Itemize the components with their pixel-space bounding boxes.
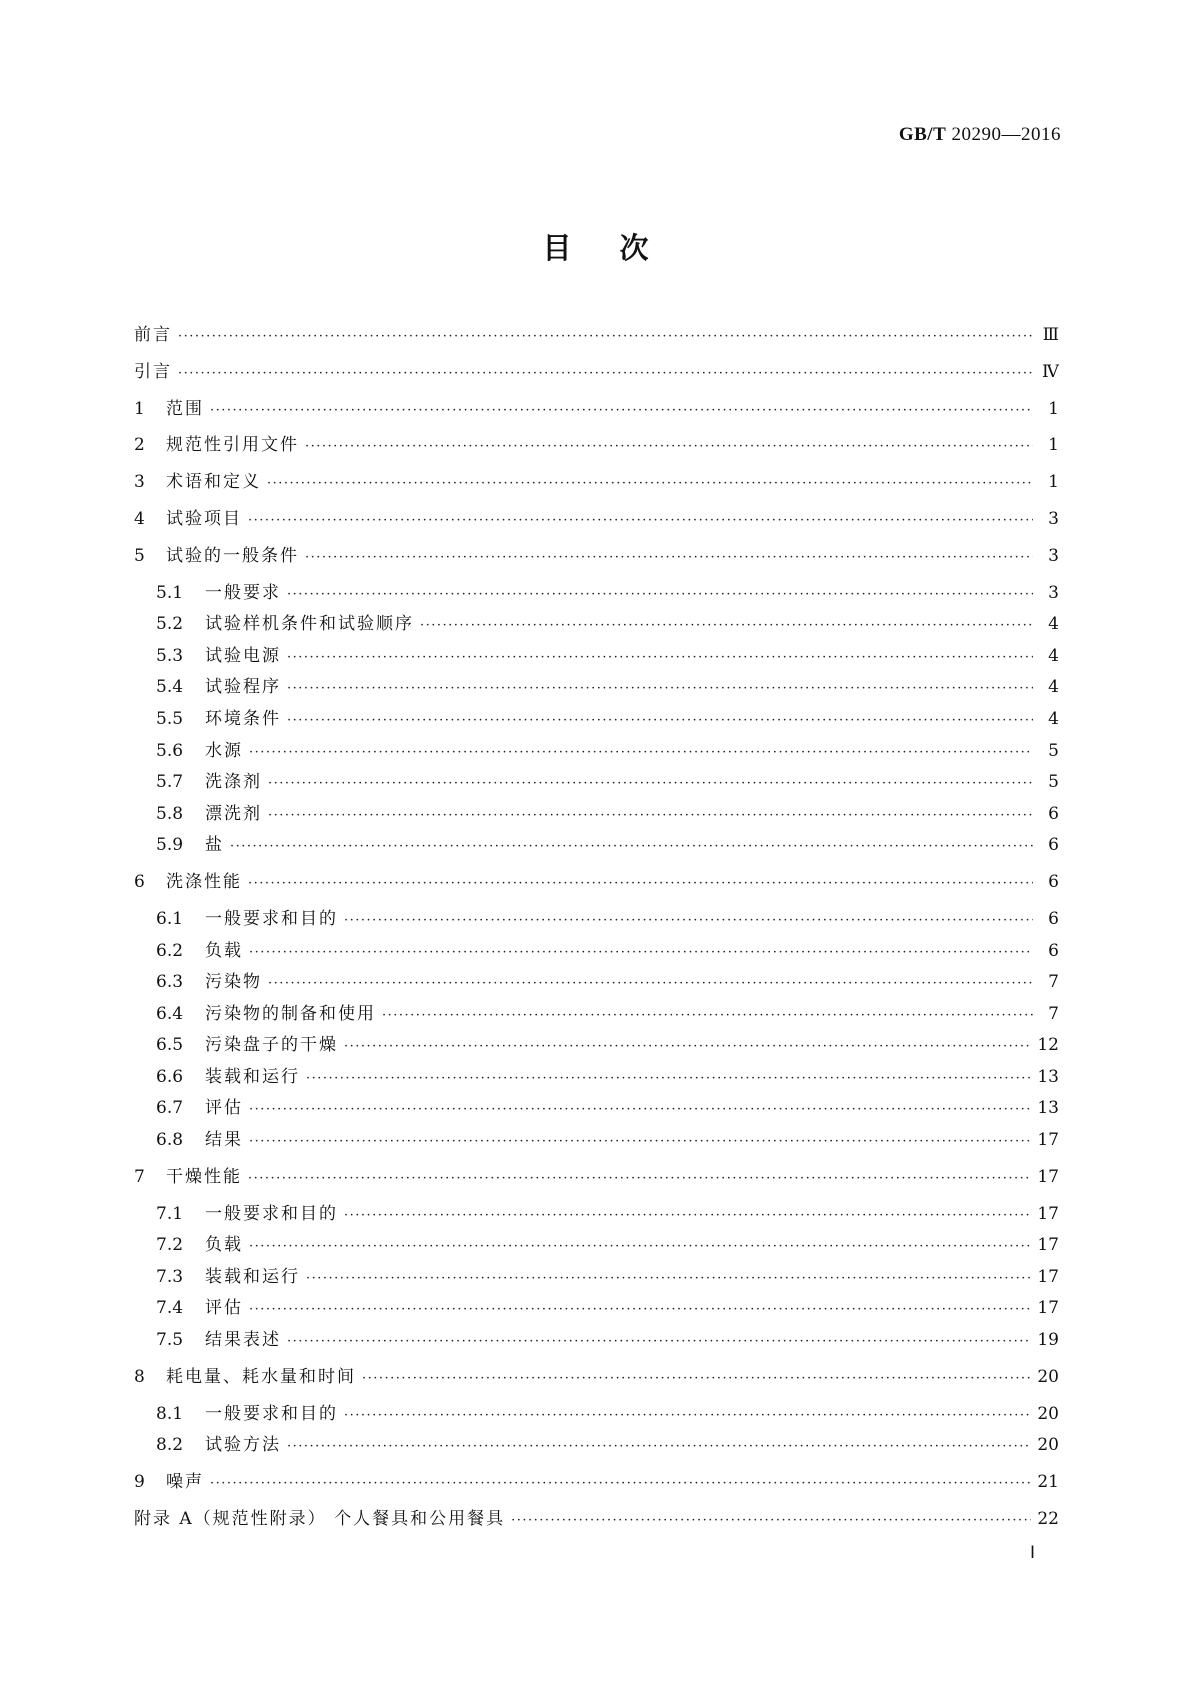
- toc-entry-title: 试验的一般条件: [166, 545, 299, 566]
- toc-entry-page: 12: [1037, 1035, 1059, 1056]
- toc-entry-page: 4: [1048, 677, 1059, 698]
- toc-entry-title: 结果: [205, 1130, 243, 1151]
- toc-entry[interactable]: [134, 613, 1059, 645]
- toc-entry[interactable]: [134, 324, 1059, 361]
- toc-entry-page: 17: [1037, 1203, 1059, 1224]
- toc-dot-leader: [287, 678, 1033, 700]
- standard-number: 20290—2016: [951, 124, 1061, 145]
- toc-entry-page: Ⅲ: [1042, 325, 1059, 345]
- toc-dot-leader: [249, 1131, 1031, 1153]
- toc-dot-leader: [248, 873, 1033, 895]
- toc-entry[interactable]: [134, 582, 1059, 614]
- toc-entry-page: 19: [1037, 1330, 1059, 1351]
- toc-entry[interactable]: [134, 398, 1059, 435]
- toc-entry[interactable]: [134, 940, 1059, 972]
- toc-entry[interactable]: [134, 871, 1059, 908]
- toc-entry-page: 5: [1048, 772, 1059, 793]
- toc-entry[interactable]: [134, 1297, 1059, 1329]
- toc-entry-page: 17: [1037, 1130, 1059, 1151]
- toc-entry[interactable]: [134, 1403, 1059, 1435]
- toc-dot-leader: [210, 400, 1033, 422]
- toc-entry[interactable]: [134, 1434, 1059, 1471]
- toc-dot-leader: [362, 1368, 1031, 1390]
- toc-entry-page: 6: [1048, 908, 1059, 929]
- toc-dot-leader: [178, 326, 1033, 348]
- toc-entry-title: 污染盘子的干燥: [205, 1035, 338, 1056]
- toc-entry-number: 5.6: [156, 740, 184, 761]
- toc-dot-leader: [306, 1068, 1031, 1090]
- toc-dot-leader: [287, 1436, 1031, 1458]
- toc-entry-number: 5.5: [156, 708, 184, 729]
- toc-entry-page: 4: [1048, 645, 1059, 666]
- toc-entry[interactable]: [134, 545, 1059, 582]
- toc-entry[interactable]: [134, 1066, 1059, 1098]
- toc-entry-number: 5.7: [156, 772, 184, 793]
- toc-entry[interactable]: [134, 676, 1059, 708]
- toc-entry-number: 7.3: [156, 1266, 184, 1287]
- toc-entry[interactable]: [134, 508, 1059, 545]
- toc-entry-title: 术语和定义: [166, 472, 261, 493]
- toc-dot-leader: [268, 805, 1033, 827]
- toc-entry[interactable]: [134, 971, 1059, 1003]
- toc-dot-leader: [268, 773, 1033, 795]
- toc-entry-title: 漂洗剂: [205, 803, 262, 824]
- toc-entry-title: 装载和运行: [205, 1266, 300, 1287]
- toc-entry-number: 6.3: [156, 972, 184, 993]
- toc-entry-title: 污染物的制备和使用: [205, 1003, 376, 1024]
- toc-entry-title: 试验电源: [205, 645, 281, 666]
- toc-entry-page: 7: [1048, 1003, 1059, 1024]
- toc-dot-leader: [249, 742, 1033, 764]
- toc-entry-number: 2: [134, 435, 145, 456]
- toc-entry[interactable]: [134, 1003, 1059, 1035]
- toc-entry-page: 5: [1048, 740, 1059, 761]
- toc-entry-page: 20: [1037, 1403, 1059, 1424]
- toc-entry-number: 7.2: [156, 1235, 184, 1256]
- toc-entry-number: 5: [134, 545, 145, 566]
- table-of-contents: [134, 324, 1059, 1545]
- toc-entry[interactable]: [134, 771, 1059, 803]
- toc-entry-title: 负载: [205, 1235, 243, 1256]
- standard-code: [899, 124, 1061, 146]
- toc-dot-leader: [287, 647, 1033, 669]
- toc-dot-leader: [287, 710, 1033, 732]
- toc-entry-title: 试验程序: [205, 677, 281, 698]
- toc-entry-page: 3: [1048, 582, 1059, 603]
- toc-entry-title: 引言: [134, 361, 172, 382]
- toc-entry-title: 评估: [205, 1298, 243, 1319]
- toc-dot-leader: [268, 973, 1033, 995]
- toc-entry-title: 装载和运行: [205, 1066, 300, 1087]
- toc-entry-number: 5.3: [156, 645, 184, 666]
- toc-entry-page: 17: [1037, 1298, 1059, 1319]
- toc-entry-number: 6.1: [156, 908, 184, 929]
- toc-entry-title: 一般要求: [205, 582, 281, 603]
- toc-entry-page: 17: [1037, 1235, 1059, 1256]
- toc-entry-page: 20: [1037, 1366, 1059, 1387]
- toc-entry[interactable]: [134, 834, 1059, 871]
- toc-entry[interactable]: [134, 1203, 1059, 1235]
- toc-entry-number: 1: [134, 398, 145, 419]
- toc-entry-number: 6.6: [156, 1066, 184, 1087]
- toc-entry-title: 负载: [205, 940, 243, 961]
- toc-entry[interactable]: [134, 803, 1059, 835]
- toc-dot-leader: [267, 473, 1033, 495]
- toc-dot-leader: [511, 1510, 1031, 1532]
- toc-dot-leader: [287, 584, 1033, 606]
- toc-dot-leader: [344, 1205, 1031, 1227]
- toc-entry[interactable]: [134, 1166, 1059, 1203]
- toc-entry-number: 7.5: [156, 1330, 184, 1351]
- toc-entry[interactable]: [134, 434, 1059, 471]
- toc-entry-page: 3: [1048, 508, 1059, 529]
- toc-dot-leader: [382, 1005, 1033, 1027]
- toc-dot-leader: [178, 363, 1033, 385]
- toc-entry-number: 6.5: [156, 1035, 184, 1056]
- toc-entry-title: 范围: [166, 398, 204, 419]
- toc-entry-page: 13: [1037, 1098, 1059, 1119]
- toc-dot-leader: [287, 1331, 1031, 1353]
- toc-dot-leader: [249, 1099, 1031, 1121]
- toc-entry-title: 噪声: [166, 1472, 204, 1493]
- toc-entry-number: 5.9: [156, 835, 184, 856]
- toc-entry[interactable]: [134, 361, 1059, 398]
- toc-entry-number: 6.7: [156, 1098, 184, 1119]
- toc-entry[interactable]: [134, 1097, 1059, 1129]
- toc-entry-title: 污染物: [205, 972, 262, 993]
- toc-dot-leader: [344, 1036, 1031, 1058]
- toc-entry-title: 结果表述: [205, 1330, 281, 1351]
- toc-entry-number: 7.1: [156, 1203, 184, 1224]
- toc-title: 目次: [542, 231, 697, 265]
- toc-entry-page: 20: [1037, 1435, 1059, 1456]
- toc-dot-leader: [344, 910, 1033, 932]
- toc-entry[interactable]: [134, 1471, 1059, 1508]
- toc-entry[interactable]: [134, 1508, 1059, 1545]
- toc-entry-page: Ⅳ: [1042, 361, 1059, 382]
- toc-entry-number: 5.1: [156, 582, 184, 603]
- toc-entry-title: 一般要求和目的: [205, 908, 338, 929]
- toc-entry[interactable]: [134, 708, 1059, 740]
- toc-entry-title: 试验样机条件和试验顺序: [205, 614, 414, 635]
- toc-entry-number: 9: [134, 1472, 145, 1493]
- toc-entry-title: 前言: [134, 325, 172, 345]
- toc-entry-title: 干燥性能: [166, 1166, 242, 1187]
- toc-entry-number: 7.4: [156, 1298, 184, 1319]
- toc-dot-leader: [344, 1405, 1031, 1427]
- toc-dot-leader: [249, 942, 1033, 964]
- toc-entry-number: 6.4: [156, 1003, 184, 1024]
- toc-entry-page: 13: [1037, 1066, 1059, 1087]
- toc-entry[interactable]: [134, 471, 1059, 508]
- toc-entry-title: 试验项目: [166, 508, 242, 529]
- toc-entry-page: 4: [1048, 614, 1059, 635]
- toc-entry-page: 1: [1048, 472, 1059, 493]
- toc-entry-page: 1: [1048, 398, 1059, 419]
- toc-entry-page: 6: [1048, 872, 1059, 893]
- toc-entry[interactable]: [134, 908, 1059, 940]
- toc-dot-leader: [420, 615, 1033, 637]
- standard-prefix: GB/T: [898, 124, 947, 145]
- toc-entry-number: 6.8: [156, 1130, 184, 1151]
- toc-entry[interactable]: [134, 1234, 1059, 1266]
- toc-entry-page: 17: [1037, 1166, 1059, 1187]
- toc-dot-leader: [305, 547, 1033, 569]
- toc-entry[interactable]: [134, 1034, 1059, 1066]
- toc-entry-title: 规范性引用文件: [166, 435, 299, 456]
- toc-entry-number: 5.2: [156, 614, 184, 635]
- toc-entry-number: 3: [134, 472, 145, 493]
- toc-dot-leader: [305, 436, 1033, 458]
- toc-entry[interactable]: [134, 1366, 1059, 1403]
- toc-entry-title: 耗电量、耗水量和时间: [166, 1366, 356, 1387]
- toc-entry-page: 22: [1037, 1508, 1059, 1529]
- toc-entry-number: 6: [134, 872, 145, 893]
- toc-entry-number: 8.2: [156, 1435, 184, 1456]
- toc-entry-page: 1: [1048, 435, 1059, 456]
- toc-entry-number: 7: [134, 1166, 145, 1187]
- toc-entry-page: 7: [1048, 972, 1059, 993]
- toc-entry-page: 3: [1048, 545, 1059, 566]
- toc-entry-number: 5.8: [156, 803, 184, 824]
- toc-dot-leader: [249, 1299, 1031, 1321]
- toc-entry-page: 4: [1048, 708, 1059, 729]
- toc-entry-title: 环境条件: [205, 708, 281, 729]
- toc-entry-page: 21: [1037, 1472, 1059, 1493]
- toc-dot-leader: [306, 1268, 1031, 1290]
- toc-entry-title: 洗涤性能: [166, 872, 242, 893]
- toc-entry-title: 盐: [205, 835, 224, 856]
- toc-entry-number: 4: [134, 508, 145, 529]
- toc-entry-title: 水源: [205, 740, 243, 761]
- toc-entry[interactable]: [134, 1129, 1059, 1166]
- toc-entry-page: 17: [1037, 1266, 1059, 1287]
- toc-entry[interactable]: [134, 645, 1059, 677]
- toc-entry-number: 5.4: [156, 677, 184, 698]
- toc-entry-page: 6: [1048, 803, 1059, 824]
- page-number: Ⅰ: [1030, 1543, 1036, 1562]
- toc-entry-number: 8.1: [156, 1403, 184, 1424]
- toc-entry-title: 试验方法: [205, 1435, 281, 1456]
- toc-dot-leader: [230, 836, 1033, 858]
- toc-entry-page: 6: [1048, 835, 1059, 856]
- toc-entry-number: 8: [134, 1366, 145, 1387]
- toc-entry[interactable]: [134, 1329, 1059, 1366]
- toc-dot-leader: [210, 1473, 1031, 1495]
- toc-entry-title: 附录 A（规范性附录） 个人餐具和公用餐具: [134, 1508, 506, 1529]
- toc-entry-title: 一般要求和目的: [205, 1203, 338, 1224]
- toc-entry[interactable]: [134, 740, 1059, 772]
- toc-entry-title: 洗涤剂: [205, 772, 262, 793]
- toc-entry-page: 6: [1048, 940, 1059, 961]
- toc-dot-leader: [248, 510, 1033, 532]
- toc-entry-title: 一般要求和目的: [205, 1403, 338, 1424]
- toc-dot-leader: [248, 1168, 1031, 1190]
- toc-entry-title: 评估: [205, 1098, 243, 1119]
- toc-entry[interactable]: [134, 1266, 1059, 1298]
- toc-entry-number: 6.2: [156, 940, 184, 961]
- toc-dot-leader: [249, 1236, 1031, 1258]
